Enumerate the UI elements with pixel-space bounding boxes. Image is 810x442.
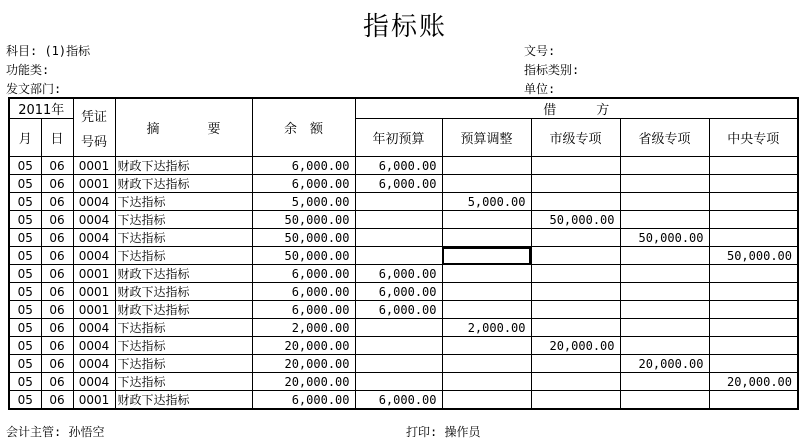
dept-label: 发文部门: bbox=[6, 82, 62, 96]
annual-cell[interactable] bbox=[355, 373, 442, 391]
province-cell[interactable] bbox=[620, 265, 709, 283]
city-cell[interactable] bbox=[531, 301, 620, 319]
day-cell[interactable]: 06 bbox=[41, 283, 73, 301]
supervisor-label: 会计主管: 孙悟空 bbox=[6, 425, 105, 439]
central-cell[interactable]: 20,000.00 bbox=[709, 373, 798, 391]
day-cell[interactable]: 06 bbox=[41, 157, 73, 175]
city-cell[interactable] bbox=[531, 247, 620, 265]
balance-header: 余 额 bbox=[252, 98, 355, 157]
month-header: 月 bbox=[9, 119, 41, 157]
table-row[interactable] bbox=[9, 283, 798, 301]
debit-col-province: 省级专项 bbox=[620, 119, 709, 157]
summary-cell[interactable]: 下达指标 bbox=[115, 355, 252, 373]
central-cell[interactable] bbox=[709, 193, 798, 211]
day-cell[interactable]: 06 bbox=[41, 301, 73, 319]
table-row[interactable] bbox=[9, 355, 798, 373]
province-cell[interactable] bbox=[620, 193, 709, 211]
annual-cell[interactable]: 6,000.00 bbox=[355, 301, 442, 319]
city-cell[interactable] bbox=[531, 319, 620, 337]
voucher-cell[interactable]: 0001 bbox=[73, 175, 115, 193]
month-cell[interactable]: 05 bbox=[9, 373, 41, 391]
month-cell[interactable]: 05 bbox=[9, 265, 41, 283]
balance-cell[interactable]: 6,000.00 bbox=[252, 391, 355, 410]
table-row[interactable] bbox=[9, 229, 798, 247]
summary-cell[interactable]: 财政下达指标 bbox=[115, 391, 252, 410]
balance-cell[interactable]: 20,000.00 bbox=[252, 373, 355, 391]
table-row[interactable] bbox=[9, 337, 798, 355]
central-cell[interactable] bbox=[709, 211, 798, 229]
central-cell[interactable] bbox=[709, 337, 798, 355]
voucher-cell[interactable]: 0001 bbox=[73, 157, 115, 175]
month-cell[interactable]: 05 bbox=[9, 175, 41, 193]
province-cell[interactable] bbox=[620, 391, 709, 410]
ledger-table bbox=[8, 97, 799, 410]
table-row[interactable] bbox=[9, 301, 798, 319]
adjust-cell[interactable] bbox=[442, 283, 531, 301]
debit-header-right: 方 bbox=[596, 103, 610, 118]
summary-cell[interactable]: 下达指标 bbox=[115, 193, 252, 211]
voucher-cell[interactable]: 0001 bbox=[73, 283, 115, 301]
summary-cell[interactable]: 下达指标 bbox=[115, 211, 252, 229]
month-cell[interactable]: 05 bbox=[9, 391, 41, 410]
balance-cell[interactable]: 20,000.00 bbox=[252, 337, 355, 355]
annual-cell[interactable]: 6,000.00 bbox=[355, 175, 442, 193]
city-cell[interactable] bbox=[531, 157, 620, 175]
table-row[interactable] bbox=[9, 157, 798, 175]
day-cell[interactable]: 06 bbox=[41, 247, 73, 265]
table-row[interactable] bbox=[9, 193, 798, 211]
balance-cell[interactable]: 6,000.00 bbox=[252, 157, 355, 175]
province-cell[interactable] bbox=[620, 211, 709, 229]
province-cell[interactable]: 50,000.00 bbox=[620, 229, 709, 247]
summary-cell[interactable]: 下达指标 bbox=[115, 319, 252, 337]
balance-cell[interactable]: 6,000.00 bbox=[252, 175, 355, 193]
province-cell[interactable] bbox=[620, 283, 709, 301]
city-cell[interactable]: 50,000.00 bbox=[531, 211, 620, 229]
day-cell[interactable]: 06 bbox=[41, 265, 73, 283]
summary-header-right: 要 bbox=[207, 122, 221, 137]
ledger-body bbox=[9, 157, 798, 410]
province-cell[interactable] bbox=[620, 301, 709, 319]
debit-col-annual: 年初预算 bbox=[355, 119, 442, 157]
day-cell[interactable]: 06 bbox=[41, 175, 73, 193]
table-row[interactable] bbox=[9, 211, 798, 229]
table-row[interactable] bbox=[9, 391, 798, 410]
month-cell[interactable]: 05 bbox=[9, 247, 41, 265]
summary-header bbox=[115, 98, 252, 157]
central-cell[interactable] bbox=[709, 319, 798, 337]
adjust-cell[interactable] bbox=[442, 373, 531, 391]
balance-cell[interactable]: 50,000.00 bbox=[252, 229, 355, 247]
central-cell[interactable] bbox=[709, 355, 798, 373]
adjust-cell[interactable]: 5,000.00 bbox=[442, 193, 531, 211]
voucher-cell[interactable]: 0001 bbox=[73, 391, 115, 410]
central-cell[interactable] bbox=[709, 157, 798, 175]
table-row[interactable] bbox=[9, 373, 798, 391]
table-row[interactable] bbox=[9, 265, 798, 283]
summary-header-left: 摘 bbox=[146, 122, 160, 137]
debit-col-central: 中央专项 bbox=[709, 119, 798, 157]
voucher-cell[interactable]: 0001 bbox=[73, 265, 115, 283]
annual-cell[interactable] bbox=[355, 355, 442, 373]
balance-cell[interactable]: 6,000.00 bbox=[252, 265, 355, 283]
summary-cell[interactable]: 下达指标 bbox=[115, 337, 252, 355]
balance-cell[interactable]: 5,000.00 bbox=[252, 193, 355, 211]
city-cell[interactable] bbox=[531, 355, 620, 373]
province-cell[interactable] bbox=[620, 157, 709, 175]
annual-cell[interactable]: 6,000.00 bbox=[355, 283, 442, 301]
month-cell[interactable]: 05 bbox=[9, 229, 41, 247]
print-label: 打印: 操作员 bbox=[406, 425, 481, 439]
adjust-cell[interactable] bbox=[442, 247, 531, 265]
adjust-cell[interactable] bbox=[442, 337, 531, 355]
province-cell[interactable] bbox=[620, 337, 709, 355]
summary-cell[interactable]: 下达指标 bbox=[115, 229, 252, 247]
annual-cell[interactable] bbox=[355, 229, 442, 247]
day-cell[interactable]: 06 bbox=[41, 391, 73, 410]
function-type-label: 功能类: bbox=[6, 63, 50, 77]
page-title: 指标账 bbox=[362, 12, 447, 42]
day-cell[interactable]: 06 bbox=[41, 319, 73, 337]
central-cell[interactable] bbox=[709, 175, 798, 193]
summary-cell[interactable]: 下达指标 bbox=[115, 373, 252, 391]
day-cell[interactable]: 06 bbox=[41, 373, 73, 391]
adjust-cell[interactable]: 2,000.00 bbox=[442, 319, 531, 337]
adjust-cell[interactable] bbox=[442, 229, 531, 247]
city-cell[interactable] bbox=[531, 283, 620, 301]
adjust-cell[interactable] bbox=[442, 265, 531, 283]
day-cell[interactable]: 06 bbox=[41, 337, 73, 355]
doc-no-label: 文号: bbox=[524, 44, 556, 58]
month-cell[interactable]: 05 bbox=[9, 157, 41, 175]
annual-cell[interactable]: 6,000.00 bbox=[355, 391, 442, 410]
annual-cell[interactable]: 6,000.00 bbox=[355, 265, 442, 283]
province-cell[interactable] bbox=[620, 319, 709, 337]
annual-cell[interactable] bbox=[355, 247, 442, 265]
province-cell[interactable] bbox=[620, 175, 709, 193]
month-cell[interactable]: 05 bbox=[9, 319, 41, 337]
day-cell[interactable]: 06 bbox=[41, 193, 73, 211]
table-row[interactable] bbox=[9, 175, 798, 193]
summary-cell[interactable]: 财政下达指标 bbox=[115, 301, 252, 319]
adjust-cell[interactable] bbox=[442, 211, 531, 229]
month-cell[interactable]: 05 bbox=[9, 301, 41, 319]
city-cell[interactable] bbox=[531, 265, 620, 283]
month-cell[interactable]: 05 bbox=[9, 337, 41, 355]
city-cell[interactable] bbox=[531, 373, 620, 391]
month-cell[interactable]: 05 bbox=[9, 355, 41, 373]
month-cell[interactable]: 05 bbox=[9, 211, 41, 229]
central-cell[interactable] bbox=[709, 229, 798, 247]
summary-cell[interactable]: 财政下达指标 bbox=[115, 157, 252, 175]
annual-cell[interactable] bbox=[355, 193, 442, 211]
annual-cell[interactable]: 6,000.00 bbox=[355, 157, 442, 175]
voucher-header-top: 凭证 bbox=[80, 109, 107, 125]
debit-col-adjust: 预算调整 bbox=[442, 119, 531, 157]
day-cell[interactable]: 06 bbox=[41, 229, 73, 247]
province-cell[interactable] bbox=[620, 247, 709, 265]
province-cell[interactable]: 20,000.00 bbox=[620, 355, 709, 373]
summary-cell[interactable]: 下达指标 bbox=[115, 247, 252, 265]
adjust-cell[interactable] bbox=[442, 301, 531, 319]
voucher-cell[interactable]: 0004 bbox=[73, 355, 115, 373]
voucher-cell[interactable]: 0004 bbox=[73, 211, 115, 229]
balance-cell[interactable]: 2,000.00 bbox=[252, 319, 355, 337]
day-header: 日 bbox=[41, 119, 73, 157]
province-cell[interactable] bbox=[620, 373, 709, 391]
annual-cell[interactable] bbox=[355, 211, 442, 229]
voucher-cell[interactable]: 0004 bbox=[73, 319, 115, 337]
balance-cell[interactable]: 20,000.00 bbox=[252, 355, 355, 373]
voucher-cell[interactable]: 0004 bbox=[73, 373, 115, 391]
year-header: 2011年 bbox=[9, 98, 73, 119]
summary-cell[interactable]: 财政下达指标 bbox=[115, 265, 252, 283]
adjust-cell[interactable] bbox=[442, 157, 531, 175]
voucher-header bbox=[73, 98, 115, 157]
voucher-cell[interactable]: 0004 bbox=[73, 193, 115, 211]
table-row[interactable] bbox=[9, 247, 798, 265]
balance-cell[interactable]: 6,000.00 bbox=[252, 283, 355, 301]
debit-col-city: 市级专项 bbox=[531, 119, 620, 157]
central-cell[interactable] bbox=[709, 301, 798, 319]
summary-cell[interactable]: 财政下达指标 bbox=[115, 283, 252, 301]
central-cell[interactable]: 50,000.00 bbox=[709, 247, 798, 265]
balance-cell[interactable]: 50,000.00 bbox=[252, 247, 355, 265]
voucher-cell[interactable]: 0004 bbox=[73, 229, 115, 247]
month-cell[interactable]: 05 bbox=[9, 283, 41, 301]
balance-cell[interactable]: 6,000.00 bbox=[252, 301, 355, 319]
central-cell[interactable] bbox=[709, 283, 798, 301]
debit-header-left: 借 bbox=[543, 103, 557, 118]
summary-cell[interactable]: 财政下达指标 bbox=[115, 175, 252, 193]
indicator-type-label: 指标类别: bbox=[524, 63, 580, 77]
subject-label: 科目: (1)指标 bbox=[6, 44, 91, 58]
debit-header bbox=[355, 98, 798, 119]
voucher-cell[interactable]: 0001 bbox=[73, 301, 115, 319]
city-cell[interactable] bbox=[531, 193, 620, 211]
central-cell[interactable] bbox=[709, 391, 798, 410]
city-cell[interactable]: 20,000.00 bbox=[531, 337, 620, 355]
city-cell[interactable] bbox=[531, 175, 620, 193]
annual-cell[interactable] bbox=[355, 319, 442, 337]
day-cell[interactable]: 06 bbox=[41, 355, 73, 373]
voucher-cell[interactable]: 0004 bbox=[73, 247, 115, 265]
adjust-cell[interactable] bbox=[442, 355, 531, 373]
voucher-cell[interactable]: 0004 bbox=[73, 337, 115, 355]
unit-label: 单位: bbox=[524, 82, 556, 96]
table-row[interactable] bbox=[9, 319, 798, 337]
day-cell[interactable]: 06 bbox=[41, 211, 73, 229]
city-cell[interactable] bbox=[531, 391, 620, 410]
annual-cell[interactable] bbox=[355, 337, 442, 355]
balance-cell[interactable]: 50,000.00 bbox=[252, 211, 355, 229]
central-cell[interactable] bbox=[709, 265, 798, 283]
adjust-cell[interactable] bbox=[442, 175, 531, 193]
month-cell[interactable]: 05 bbox=[9, 193, 41, 211]
adjust-cell[interactable] bbox=[442, 391, 531, 410]
city-cell[interactable] bbox=[531, 229, 620, 247]
voucher-header-bottom: 号码 bbox=[80, 134, 107, 150]
